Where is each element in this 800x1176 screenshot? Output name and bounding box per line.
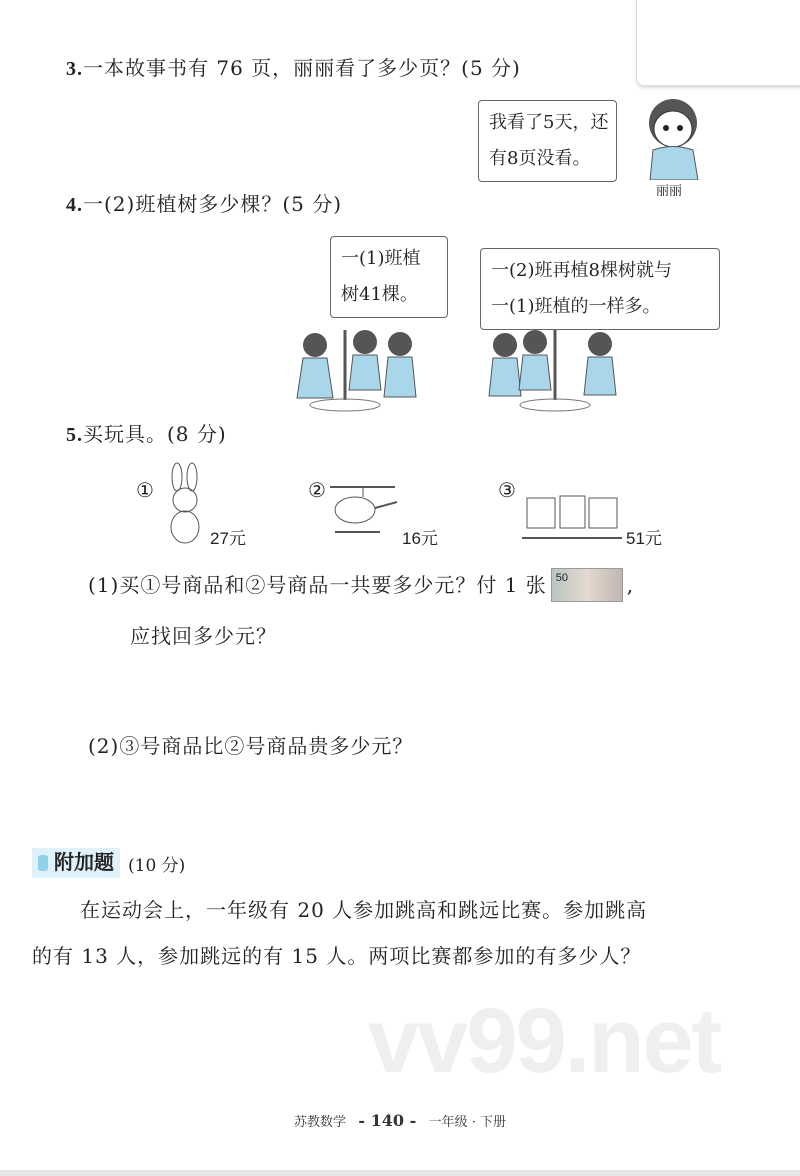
item-2-price: 16元: [402, 529, 438, 548]
bonus-tag: 附加题: [32, 848, 120, 878]
question-3: 3.一本故事书有 76 页，丽丽看了多少页？(5 分): [66, 56, 521, 80]
sub-question-1-text: (1)买①号商品和②号商品一共要多少元？付 1 张: [88, 573, 547, 597]
question-4: 4.一(2)班植树多少棵？(5 分): [66, 192, 343, 216]
helicopter-toy-icon: [325, 482, 400, 542]
banknote-50-yuan-icon: 50: [551, 568, 623, 602]
rabbit-toy-icon: [160, 462, 210, 547]
bottom-divider: [0, 1170, 800, 1176]
item-3-price: 51元: [626, 529, 662, 548]
bonus-icon: [38, 855, 48, 871]
corner-tab: [636, 0, 800, 86]
girl-illustration: [628, 95, 723, 180]
bonus-score: (10 分): [128, 855, 186, 876]
item-2-mark: ②: [308, 478, 326, 502]
speech-bubble-class1: 一(1)班植 树41棵。: [330, 236, 448, 318]
watermark: vv99.net: [368, 990, 721, 1092]
bonus-line-1: 在运动会上，一年级有 20 人参加跳高和跳远比赛。参加跳高: [80, 898, 648, 922]
speech-bubble-lili: 我看了5天，还 有8页没看。: [478, 100, 617, 182]
item-1-price: 27元: [210, 529, 246, 548]
sub-question-2: (2)③号商品比②号商品贵多少元？: [88, 734, 414, 758]
tree-planting-illustration: [285, 330, 630, 415]
bonus-line-2: 的有 13 人，参加跳远的有 15 人。两项比赛都参加的有多少人？: [32, 944, 642, 968]
sub-question-1: (1)买①号商品和②号商品一共要多少元？付 1 张 50 ,: [88, 568, 634, 602]
character-name: 丽丽: [656, 184, 683, 199]
bonus-header: [32, 848, 185, 878]
speech-bubble-class2: 一(2)班再植8棵树就与 一(1)班植的一样多。: [480, 248, 720, 330]
question-5: 5.买玩具。(8 分): [66, 422, 227, 446]
sub-question-1-cont: 应找回多少元？: [130, 624, 277, 648]
page-footer: 苏教数学 - 140 - 一年级 · 下册: [293, 1111, 507, 1130]
train-toy-icon: [522, 488, 622, 543]
item-3-mark: ③: [498, 478, 516, 502]
item-1-mark: ①: [136, 478, 154, 502]
